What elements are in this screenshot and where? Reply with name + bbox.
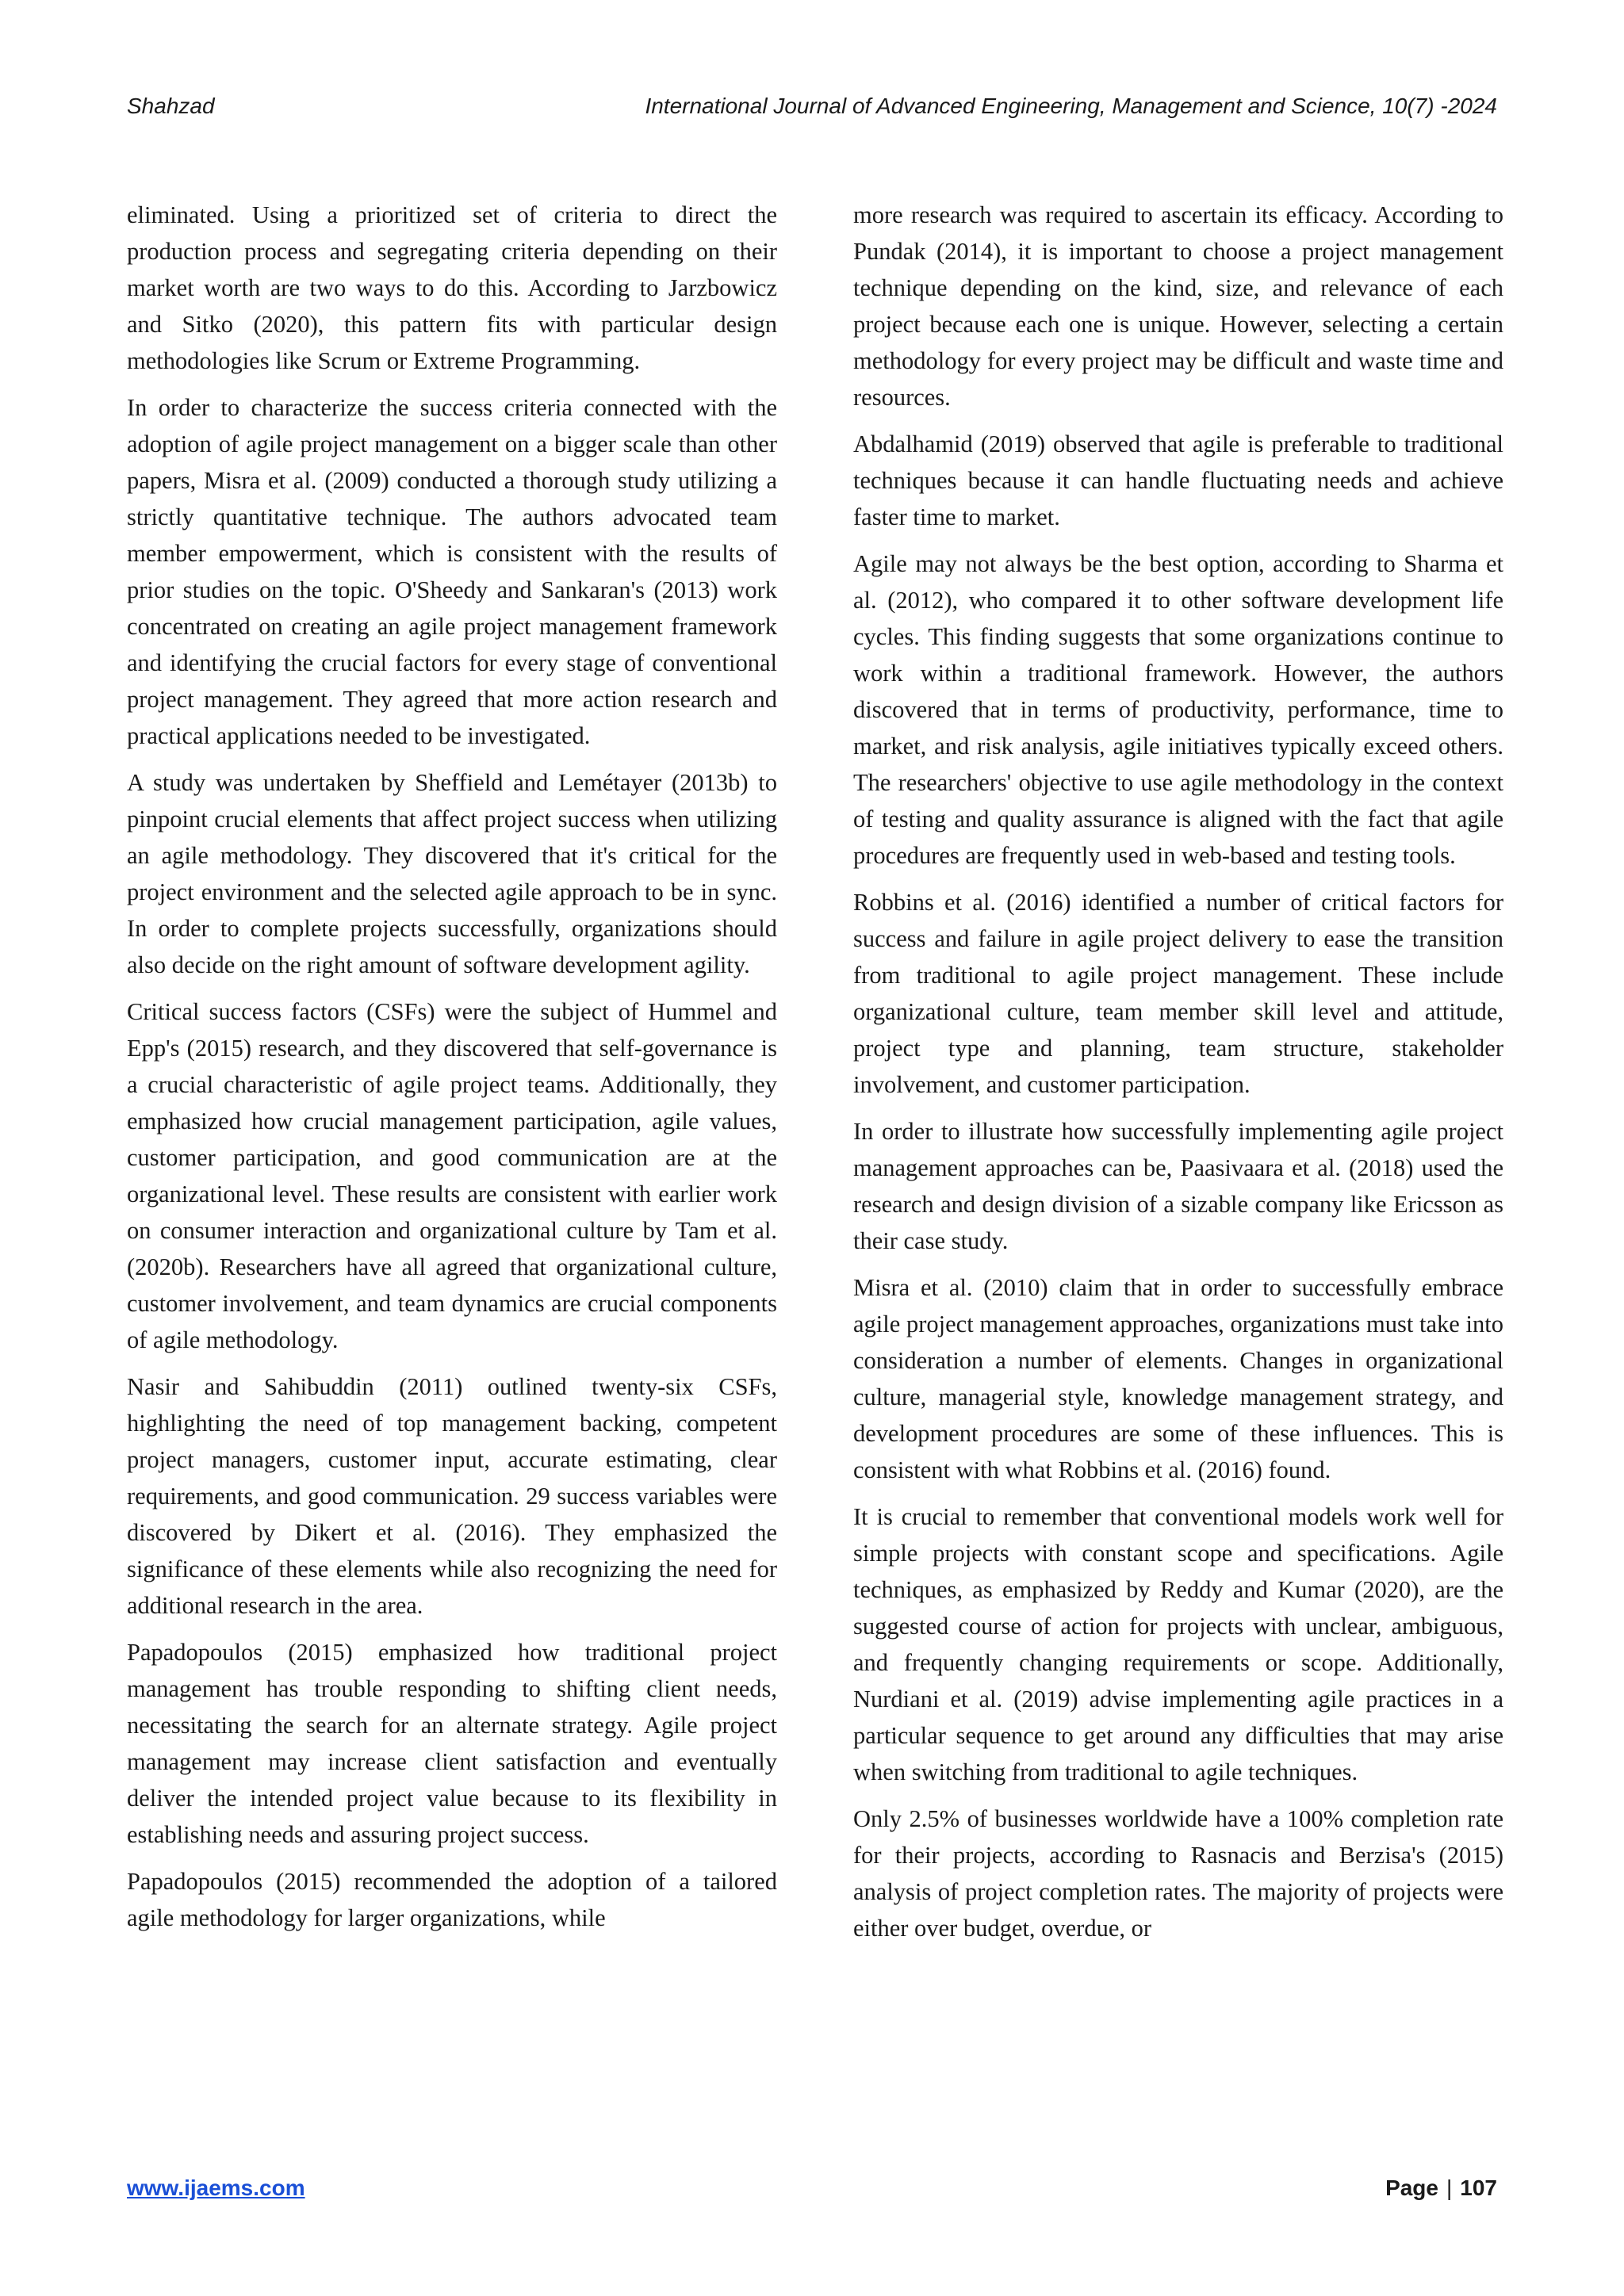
- paragraph: In order to characterize the success criteria connected with the adoption of agile project management on a bigger scale than other papers, Misra et al. (2009) conducted a thorough study utilizing a strictly quantitative technique. The authors advocated team member empowerment, which is consistent with the results of prior studies on the topic. O'Sheedy and Sankaran's (2013) work concentrated on creating an agile project management framework and identifying the crucial factors for every stage of conventional project management. They agreed that more action research and practical applications needed to be investigated.: [127, 394, 777, 749]
- paragraph: eliminated. Using a prioritized set of criteria to direct the production process and segregating criteria depending on their market worth are two ways to do this. According to Jarzbowicz and Sitko (2020), this pattern fits with particular design methodologies like Scrum or Extreme Programming.: [127, 201, 777, 374]
- header-author: Shahzad: [127, 94, 215, 118]
- page-footer: [127, 2175, 1497, 2207]
- paragraph: more research was required to ascertain its efficacy. According to Pundak (2014), it is important to choose a project management technique depending on the kind, size, and relevance of each project because each one is unique. However, selecting a certain methodology for every project may be difficult and waste time and resources.: [853, 201, 1503, 411]
- paragraph: Robbins et al. (2016) identified a number of critical factors for success and failure in agile project delivery to ease the transition from traditional to agile project management. These include organizational culture, team member skill level and attitude, project type and planning, team structure, stakeholder involvement, and customer participation.: [853, 889, 1503, 1098]
- page-label: Page: [1385, 2175, 1438, 2200]
- paragraph: Critical success factors (CSFs) were the subject of Hummel and Epp's (2015) research, and they discovered that self-governance is a crucial characteristic of agile project teams. Additionally, they emphasized how crucial management participation, agile values, customer participation, and good communication are at the organizational level. These results are consistent with earlier work on consumer interaction and organizational culture by Tam et al. (2020b). Researchers have all agreed that organizational culture, customer involvement, and team dynamics are crucial components of agile methodology.: [127, 998, 777, 1353]
- paragraph: Only 2.5% of businesses worldwide have a 100% completion rate for their projects, according to Rasnacis and Berzisa's (2015) analysis of project completion rates. The majority of projects were either over budget, overdue, or: [853, 1805, 1503, 1942]
- website-link[interactable]: www.ijaems.com: [127, 2175, 305, 2200]
- header-journal-title: International Journal of Advanced Engineering, Management and Science, 10(7) -2024: [645, 94, 1497, 118]
- paragraph: Misra et al. (2010) claim that in order to successfully embrace agile project management approaches, organizations must take into consideration a number of elements. Changes in organizational culture, managerial style, knowledge management strategy, and development procedures are some of these influences. This is consistent with what Robbins et al. (2016) found.: [853, 1274, 1503, 1483]
- paragraph: Abdalhamid (2019) observed that agile is preferable to traditional techniques because it can handle fluctuating needs and achieve faster time to market.: [853, 430, 1503, 530]
- paragraph: Papadopoulos (2015) recommended the adoption of a tailored agile methodology for larger organizations, while: [127, 1868, 777, 1931]
- left-column: [127, 197, 777, 1946]
- right-column: [853, 197, 1503, 1957]
- page-number: [1385, 2175, 1497, 2201]
- paragraph: A study was undertaken by Sheffield and Lemétayer (2013b) to pinpoint crucial elements that affect project success when utilizing an agile methodology. They discovered that it's critical for the project environment and the selected agile approach to be in sync. In order to complete projects successfully, organizations should also decide on the right amount of software development agility.: [127, 769, 777, 978]
- paragraph: In order to illustrate how successfully implementing agile project management approaches can be, Paasivaara et al. (2018) used the research and design division of a sizable company like Ericsson as their case study.: [853, 1118, 1503, 1254]
- page-separator: |: [1446, 2175, 1453, 2200]
- paragraph: Agile may not always be the best option, according to Sharma et al. (2012), who compared it to other software development life cycles. This finding suggests that some organizations continue to work within a traditional framework. However, the authors discovered that in terms of productivity, performance, time to market, and risk analysis, agile initiatives typically exceed others. The researchers' objective to use agile methodology in the context of testing and quality assurance is aligned with the fact that agile procedures are frequently used in web-based and testing tools.: [853, 550, 1503, 869]
- paragraph: It is crucial to remember that conventional models work well for simple projects with constant scope and specifications. Agile techniques, as emphasized by Reddy and Kumar (2020), are the suggested course of action for projects with unclear, ambiguous, and frequently changing requirements or scope. Additionally, Nurdiani et al. (2019) advise implementing agile practices in a particular sequence to get around any difficulties that may arise when switching from traditional to agile techniques.: [853, 1503, 1503, 1785]
- page-number-value: 107: [1460, 2175, 1497, 2200]
- paragraph: Papadopoulos (2015) emphasized how traditional project management has trouble responding to shifting client needs, necessitating the search for an alternate strategy. Agile project management may increase client satisfaction and eventually deliver the intended project value because to its flexibility in establishing needs and assuring project success.: [127, 1639, 777, 1848]
- paragraph: Nasir and Sahibuddin (2011) outlined twenty-six CSFs, highlighting the need of top management backing, competent project managers, customer input, accurate estimating, clear requirements, and good communication. 29 success variables were discovered by Dikert et al. (2016). They emphasized the significance of these elements while also recognizing the need for additional research in the area.: [127, 1373, 777, 1619]
- page-header: [127, 94, 1497, 141]
